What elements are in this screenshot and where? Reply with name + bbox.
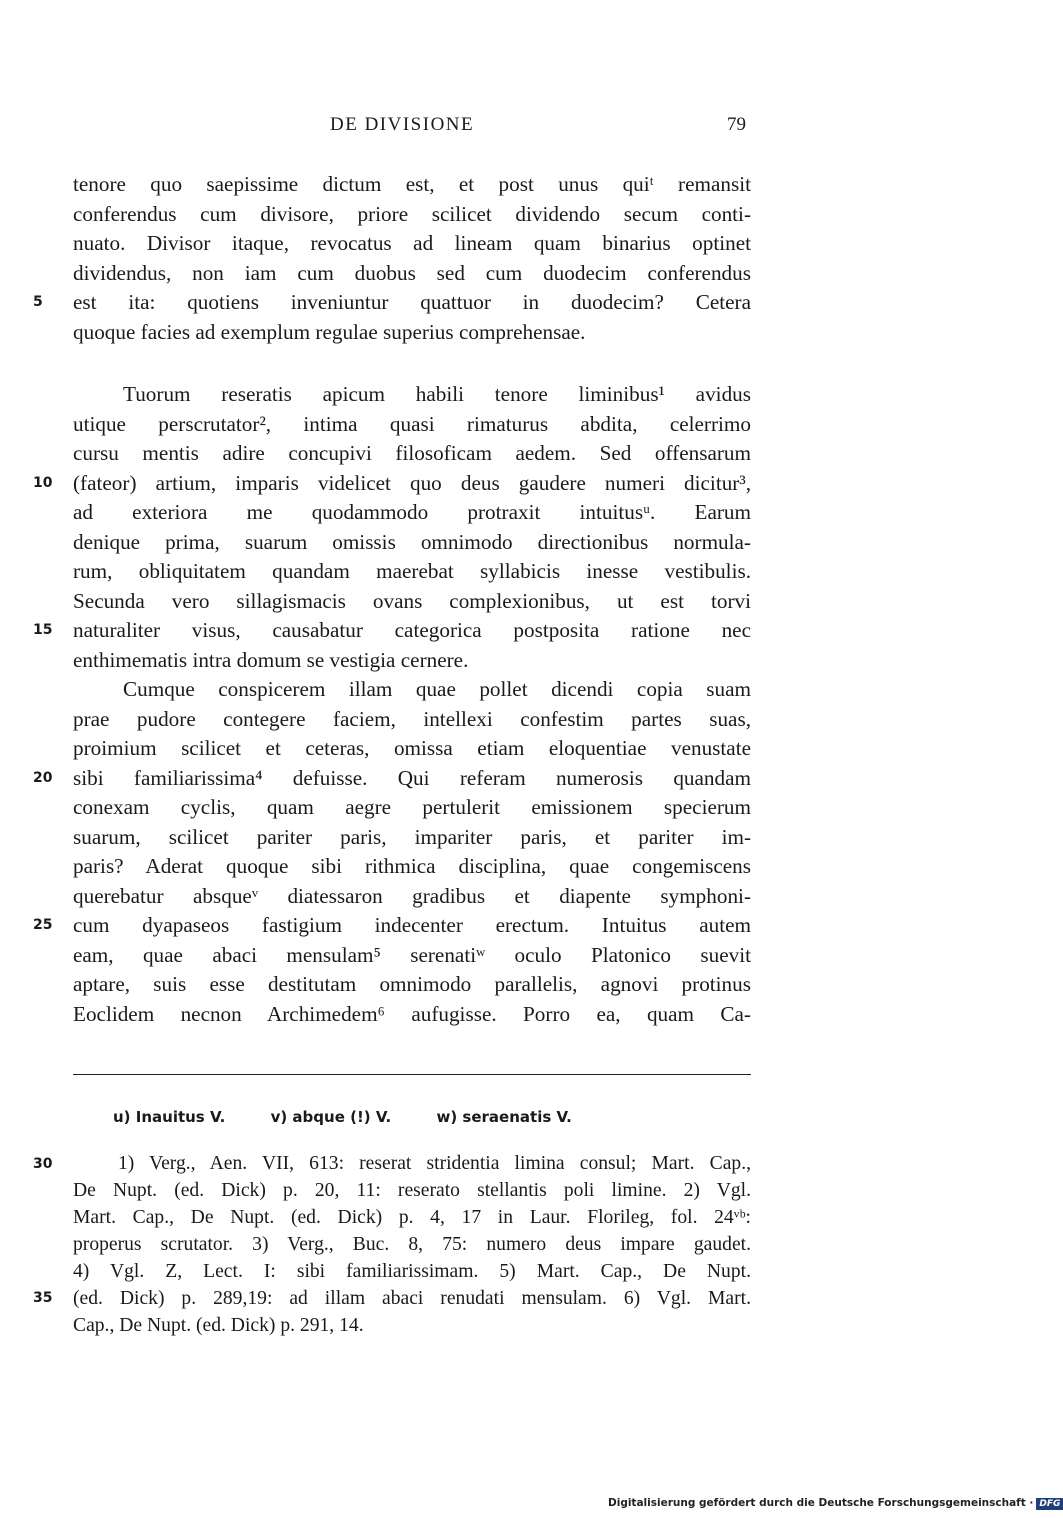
apparatus-entry: v) abque (!) V. <box>270 1108 392 1126</box>
text-line: Tuorum reseratis apicum habili tenore liminibus¹ avidus <box>123 382 751 406</box>
text-line: dividendus, non iam cum duobus sed cum duodecim conferendus <box>73 260 751 285</box>
text-line: conferendus cum divisore, priore scilicet dividendo secum conti- <box>73 201 751 226</box>
line-number: 30 <box>33 1156 53 1172</box>
text-line: aptare, suis esse destitutam omnimodo parallelis, agnovi protinus <box>73 972 751 996</box>
footnote-line: properus scrutator. 3) Verg., Buc. 8, 75: numero deus impare gaudet. <box>73 1234 751 1255</box>
footnote-line: 4) Vgl. Z, Lect. I: sibi familiarissimam. 5) Mart. Cap., De Nupt. <box>73 1261 751 1282</box>
text-line: proimium scilicet et ceteras, omissa etiam eloquentiae venustate <box>73 736 751 760</box>
footnote-rule <box>73 1074 751 1075</box>
digitization-credit <box>608 1497 1063 1510</box>
text-line: Secunda vero sillagismacis ovans complexionibus, ut est torvi <box>73 588 751 613</box>
text-line: sibi familiarissima⁴ defuisse. Qui referam numerosis quandam <box>73 765 751 790</box>
line-number: 35 <box>33 1290 53 1306</box>
text-line: nuato. Divisor itaque, revocatus ad lineam quam binarius optinet <box>73 231 751 255</box>
footnote-line: De Nupt. (ed. Dick) p. 20, 11: reserato stellantis poli limine. 2) Vgl. <box>73 1180 751 1201</box>
text-line: est ita: quotiens inveniuntur quattuor in duodecim? Cetera <box>73 290 751 314</box>
footnote-line: Cap., De Nupt. (ed. Dick) p. 291, 14. <box>73 1315 364 1336</box>
apparatus-entry: w) seraenatis V. <box>436 1108 572 1126</box>
running-title: DE DIVISIONE <box>330 114 475 135</box>
text-line: conexam cyclis, quam aegre pertulerit emissionem specierum <box>73 795 751 819</box>
text-line: enthimematis intra domum se vestigia cernere. <box>73 647 469 672</box>
text-line: rum, obliquitatem quandam maerebat syllabicis inesse vestibulis. <box>73 559 751 583</box>
credit-text: Digitalisierung gefördert durch die Deutsche Forschungsgemeinschaft · <box>608 1497 1034 1509</box>
text-line: (fateor) artium, imparis videlicet quo deus gaudere numeri dicitur³, <box>73 470 751 495</box>
line-number: 10 <box>33 475 53 491</box>
line-number: 5 <box>33 294 43 310</box>
text-line: eam, quae abaci mensulam⁵ serenatiʷ oculo Platonico suevit <box>73 942 751 967</box>
text-line: prae pudore contegere faciem, intellexi confestim partes suas, <box>73 706 751 731</box>
text-line: suarum, scilicet pariter paris, impariter paris, et pariter im- <box>73 824 751 849</box>
text-line: Eoclidem necnon Archimedem⁶ aufugisse. Porro ea, quam Ca- <box>73 1001 751 1026</box>
text-line: paris? Aderat quoque sibi rithmica disciplina, quae congemiscens <box>73 854 751 878</box>
line-number: 25 <box>33 917 53 933</box>
text-line: denique prima, suarum omissis omnimodo directionibus normula- <box>73 529 751 554</box>
critical-apparatus <box>113 1108 612 1126</box>
text-line: cum dyapaseos fastigium indecenter erectum. Intuitus autem <box>73 913 751 937</box>
footnote-line: Mart. Cap., De Nupt. (ed. Dick) p. 4, 17 in Laur. Florileg, fol. 24ᵛᵇ: <box>73 1207 751 1228</box>
text-line: cursu mentis adire concupivi filosoficam aedem. Sed offensarum <box>73 441 751 465</box>
text-line: naturaliter visus, causabatur categorica postposita ratione nec <box>73 618 751 642</box>
text-line: utique perscrutator², intima quasi rimaturus abdita, celerrimo <box>73 411 751 436</box>
dfg-logo: DFG <box>1036 1498 1063 1510</box>
text-line: Cumque conspicerem illam quae pollet dicendi copia suam <box>123 677 751 701</box>
line-number: 15 <box>33 622 53 638</box>
text-line: ad exteriora me quodammodo protraxit intuitusᵘ. Earum <box>73 500 751 524</box>
apparatus-entry: u) Inauitus V. <box>113 1108 226 1126</box>
text-line: quoque facies ad exemplum regulae superius comprehensae. <box>73 319 586 344</box>
footnote-line: (ed. Dick) p. 289,19: ad illam abaci renudati mensulam. 6) Vgl. Mart. <box>73 1288 751 1309</box>
footnote-line: 1) Verg., Aen. VII, 613: reserat stridentia limina consul; Mart. Cap., <box>118 1153 751 1174</box>
page-number: 79 <box>727 114 746 135</box>
text-line: querebatur absqueᵛ diatessaron gradibus et diapente symphoni- <box>73 883 751 908</box>
line-number: 20 <box>33 770 53 786</box>
page-header <box>0 114 1000 144</box>
text-line: tenore quo saepissime dictum est, et post unus quiᵗ remansit <box>73 172 751 196</box>
